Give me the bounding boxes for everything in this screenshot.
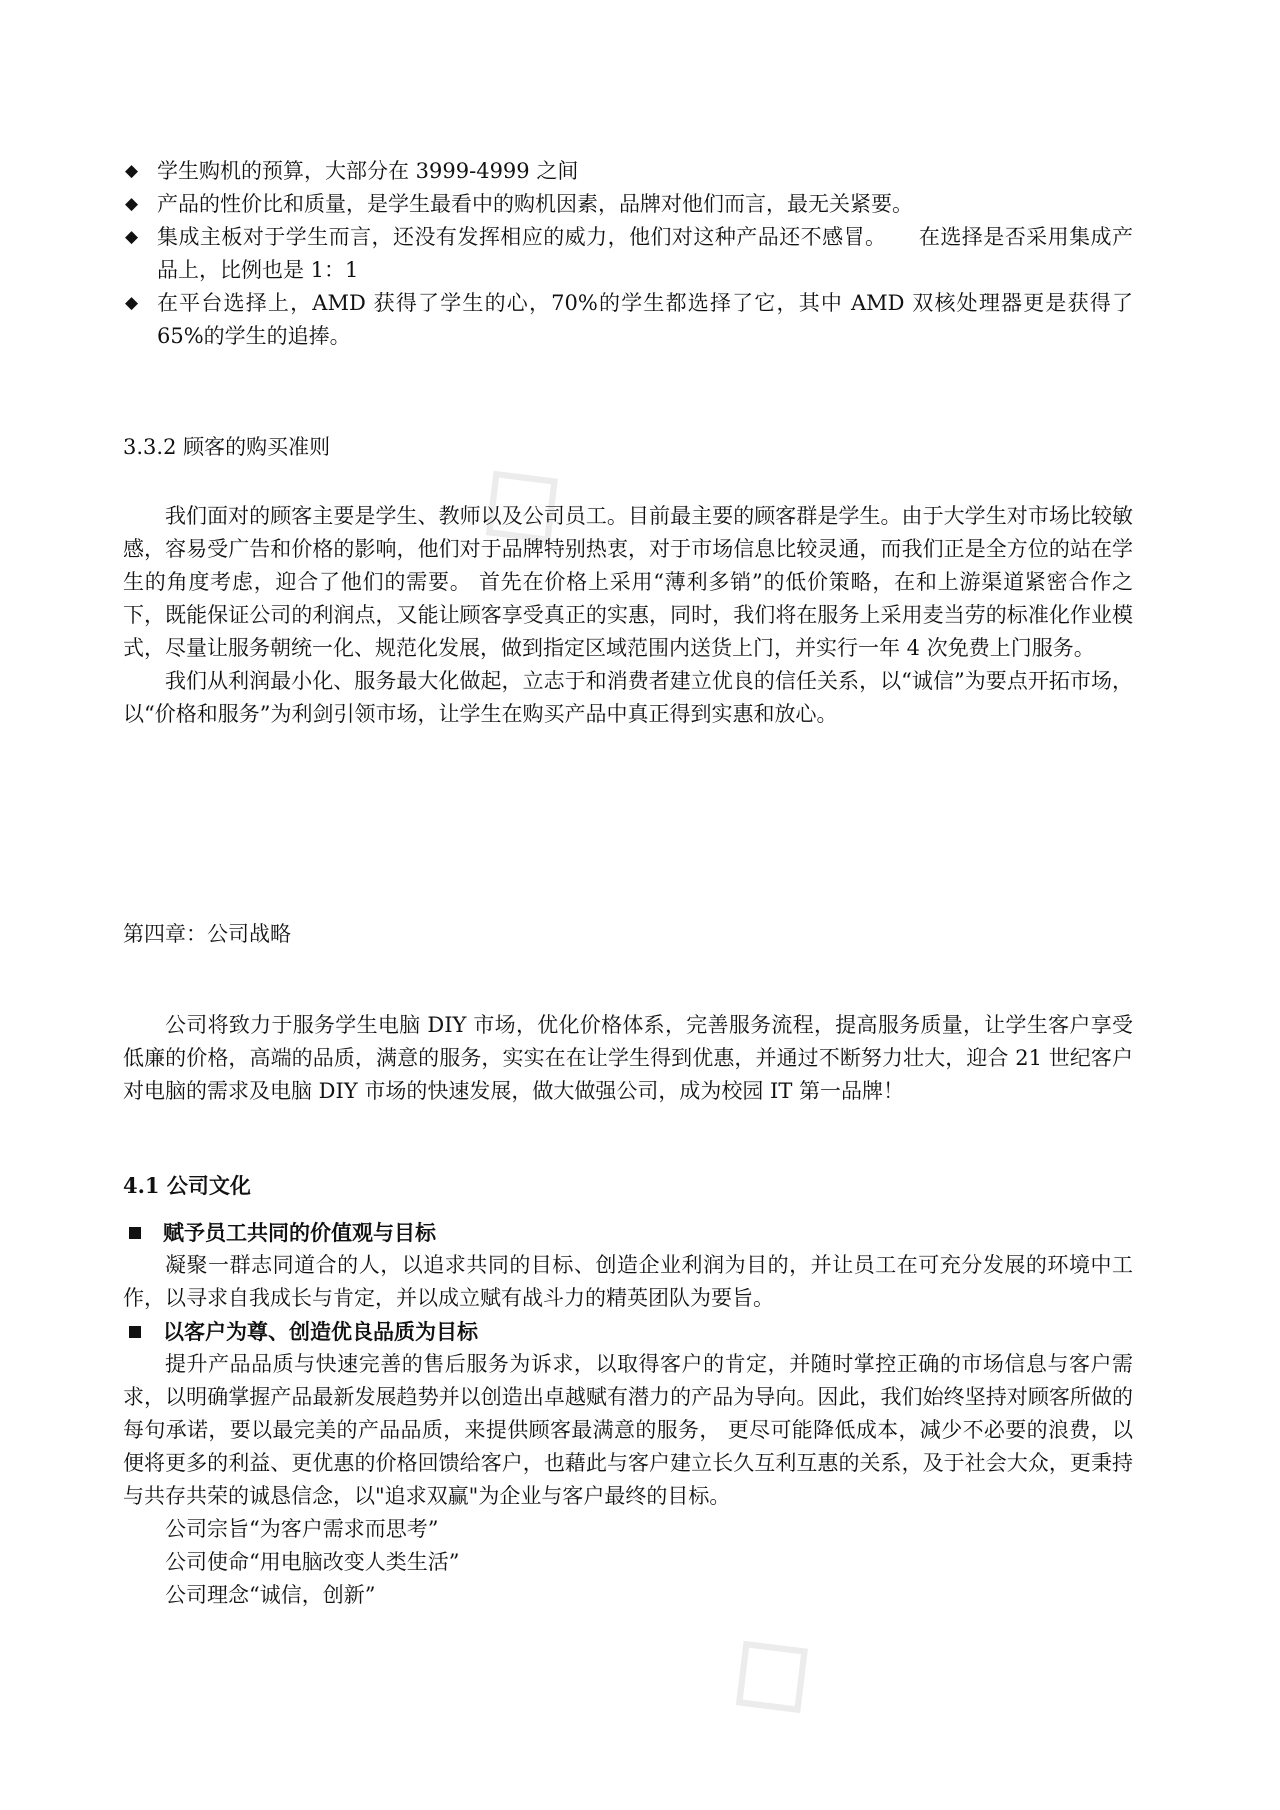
bullet-text: 学生购机的预算，大部分在 3999-4999 之间 bbox=[157, 159, 579, 183]
square-bullet-icon bbox=[129, 1227, 141, 1239]
motto-line: 公司使命“用电脑改变人类生活” bbox=[165, 1550, 460, 1574]
subsection-title: 以客户为尊、创造优良品质为目标 bbox=[163, 1319, 478, 1344]
bullet-text: 在平台选择上，AMD 获得了学生的心，70%的学生都选择了它，其中 AMD 双核处理器更是获得了 65%的学生的追捧。 bbox=[157, 291, 1133, 348]
subsection-title: 赋予员工共同的价值观与目标 bbox=[163, 1220, 436, 1245]
section-heading-41: 4.1 公司文化 bbox=[123, 1173, 251, 1198]
list-item bbox=[123, 188, 1133, 221]
diamond-bullet-icon: ◆ bbox=[125, 194, 139, 214]
paragraph: 凝聚一群志同道合的人，以追求共同的目标、创造企业利润为目的，并让员工在可充分发展的环境中工作，以寻求自我成长与肯定，并以成立赋有战斗力的精英团队为要旨。 bbox=[123, 1253, 1133, 1310]
diamond-bullet-icon: ◆ bbox=[125, 293, 139, 313]
watermark-icon: ◇ bbox=[686, 1586, 846, 1753]
motto-line: 公司宗旨“为客户需求而思考” bbox=[165, 1517, 439, 1541]
watermark-icon: ◇ bbox=[436, 416, 596, 583]
list-item bbox=[123, 221, 1133, 287]
section-41-body bbox=[123, 1216, 1133, 1612]
motto-line: 公司理念“诚信，创新” bbox=[165, 1583, 376, 1607]
bullet-list bbox=[123, 155, 1133, 353]
square-bullet-icon bbox=[129, 1326, 141, 1338]
subsection-heading bbox=[123, 1315, 1133, 1348]
list-item bbox=[123, 287, 1133, 353]
diamond-bullet-icon: ◆ bbox=[125, 227, 139, 247]
paragraph: 我们面对的顾客主要是学生、教师以及公司员工。目前最主要的顾客群是学生。由于大学生对市场比较敏感，容易受广告和价格的影响，他们对于品牌特别热衷，对于市场信息比较灵通，而我们正是全方位的站在学生的角度考虑，迎合了他们的需要。 首先在价格上采用“薄利多销”的低价策略，在和上游渠道紧密合作之下，既能保证公司的利润点，又能让顾客享受真正的实惠，同时，我们将在服务上采用麦当劳的标准化作业模式，尽量让服务朝统一化、规范化发展，做到指定区域范围内送货上门，并实行一年 4 次免费上门服务。 bbox=[123, 504, 1133, 660]
diamond-bullet-icon: ◆ bbox=[125, 161, 139, 181]
bullet-text: 产品的性价比和质量，是学生最看中的购机因素，品牌对他们而言，最无关紧要。 bbox=[157, 192, 913, 216]
paragraph: 提升产品品质与快速完善的售后服务为诉求，以取得客户的肯定，并随时掌控正确的市场信息与客户需求，以明确掌握产品最新发展趋势并以创造出卓越赋有潜力的产品为导向。因此，我们始终坚持对顾客所做的每句承诺，要以最完美的产品品质，来提供顾客最满意的服务， 更尽可能降低成本，减少不必要的浪费，以便将更多的利益、更优惠的价格回馈给客户，也藉此与客户建立长久互利互惠的关系，及于社会大众，更秉持与共存共荣的诚恳信念，以"追求双赢"为企业与客户最终的目标。 bbox=[123, 1352, 1133, 1508]
bullet-text: 集成主板对于学生而言，还没有发挥相应的威力，他们对这种产品还不感冒。 在选择是否采用集成产品上，比例也是 1：1 bbox=[157, 225, 1133, 282]
paragraph: 我们从利润最小化、服务最大化做起，立志于和消费者建立优良的信任关系，以“诚信”为要点开拓市场，以“价格和服务”为利剑引领市场，让学生在购买产品中真正得到实惠和放心。 bbox=[123, 669, 1133, 726]
paragraph: 公司将致力于服务学生电脑 DIY 市场，优化价格体系，完善服务流程，提高服务质量，让学生客户享受低廉的价格，高端的品质，满意的服务，实实在在让学生得到优惠，并通过不断努力壮大，迎合 21 世纪客户对电脑的需求及电脑 DIY 市场的快速发展，做大做强公司，成为校园 IT 第一品牌！ bbox=[123, 1013, 1133, 1103]
section-332-body bbox=[123, 500, 1133, 731]
chapter-title: 第四章：公司战略 bbox=[123, 922, 291, 946]
chapter-intro bbox=[123, 1009, 1133, 1108]
list-item bbox=[123, 155, 1133, 188]
subsection-heading bbox=[123, 1216, 1133, 1249]
section-heading-332: 3.3.2 顾客的购买准则 bbox=[123, 435, 331, 459]
